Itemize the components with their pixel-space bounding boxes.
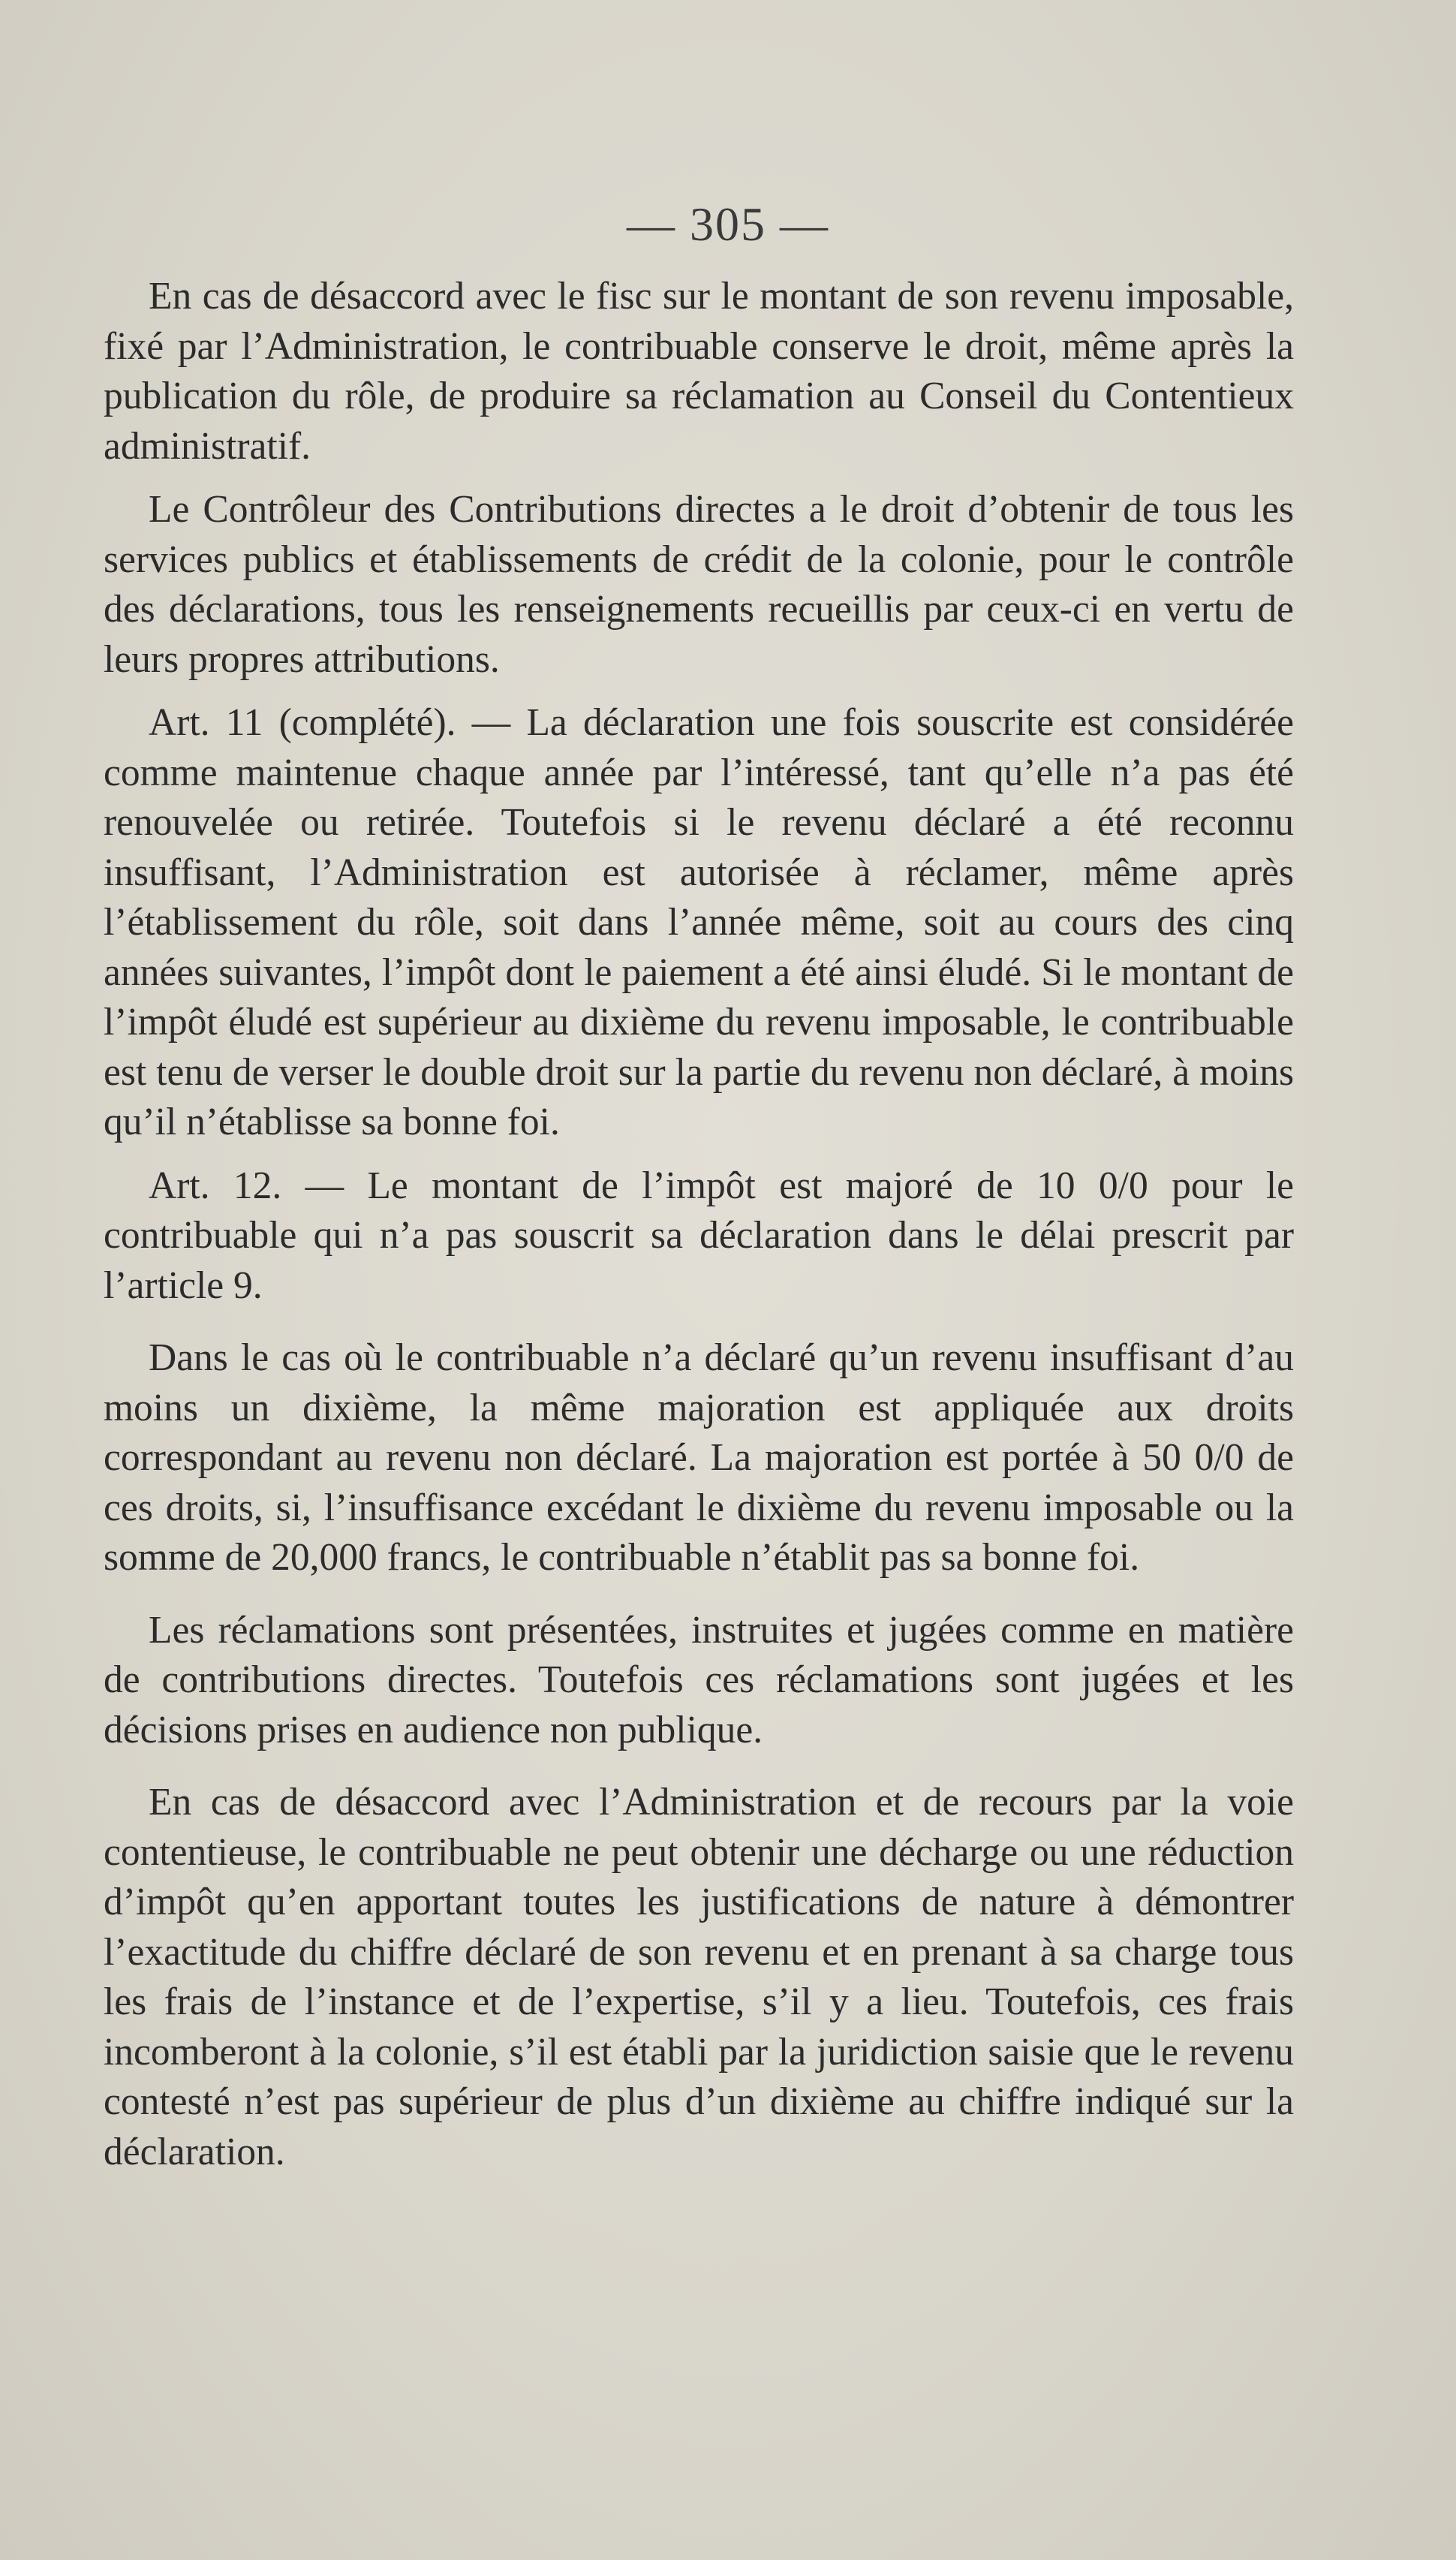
- paragraph-recours: En cas de désaccord avec l’Administration et de recours par la voie contentieuse, le contribuable ne peut obtenir une décharge ou une réduction d’impôt qu’en apportant toutes les justifications de nature à démontrer l’exactitude du chiffre déclaré de son revenu et en prenant à sa charge tous les frais de l’instance et de l’expertise, s’il y a lieu. Toutefois, ces frais incomberont à la colonie, s’il est établi par la juridiction saisie que le revenu contesté n’est pas supérieur de plus d’un dixième au chiffre indiqué sur la déclaration.: [104, 1781, 1294, 2173]
- paragraph-article-11: Art. 11 (complété). — La déclaration une fois souscrite est considérée comme maintenue chaque année par l’intéressé, tant qu’elle n’a pas été renouvelée ou retirée. Toutefois si le revenu déclaré a été reconnu insuffisant, l’Administration est autorisée à réclamer, même après l’établissement du rôle, soit dans l’année même, soit au cours des cinq années suivantes, l’impôt dont le paiement a été ainsi éludé. Si le montant de l’impôt éludé est supérieur au dixième du revenu imposable, le contribuable est tenu de verser le double droit sur la partie du revenu non déclaré, à moins qu’il n’établisse sa bonne foi.: [104, 701, 1294, 1143]
- paragraph-reclamation: En cas de désaccord avec le fisc sur le montant de son revenu imposable, fixé par l’Administration, le contribuable conserve le droit, même après la publication du rôle, de produire sa réclamation au Conseil du Contentieux administratif.: [104, 275, 1294, 468]
- paragraph-controleur: Le Contrôleur des Contributions directes a le droit d’obtenir de tous les services publics et établissements de crédit de la colonie, pour le contrôle des déclarations, tous les renseignements recueillis par ceux-ci en vertu de leurs propres attributions.: [104, 488, 1294, 681]
- paragraph-reclamations: Les réclamations sont présentées, instruites et jugées comme en matière de contributions directes. Toutefois ces réclamations sont jugées et les décisions prises en audience non publique.: [104, 1608, 1294, 1751]
- document-body: [104, 272, 1294, 2191]
- paragraph-majoration: Dans le cas où le contribuable n’a déclaré qu’un revenu insuffisant d’au moins un dixième, la même majoration est appliquée aux droits correspondant au revenu non déclaré. La majoration est portée à 50 0/0 de ces droits, si, l’insuffisance excédant le dixième du revenu imposable ou la somme de 20,000 francs, le contribuable n’établit pas sa bonne foi.: [104, 1336, 1294, 1579]
- page-number: — 305 —: [627, 197, 829, 251]
- paragraph-article-12: Art. 12. — Le montant de l’impôt est majoré de 10 0/0 pour le contribuable qui n’a pas souscrit sa déclaration dans le délai prescrit par l’article 9.: [104, 1164, 1294, 1307]
